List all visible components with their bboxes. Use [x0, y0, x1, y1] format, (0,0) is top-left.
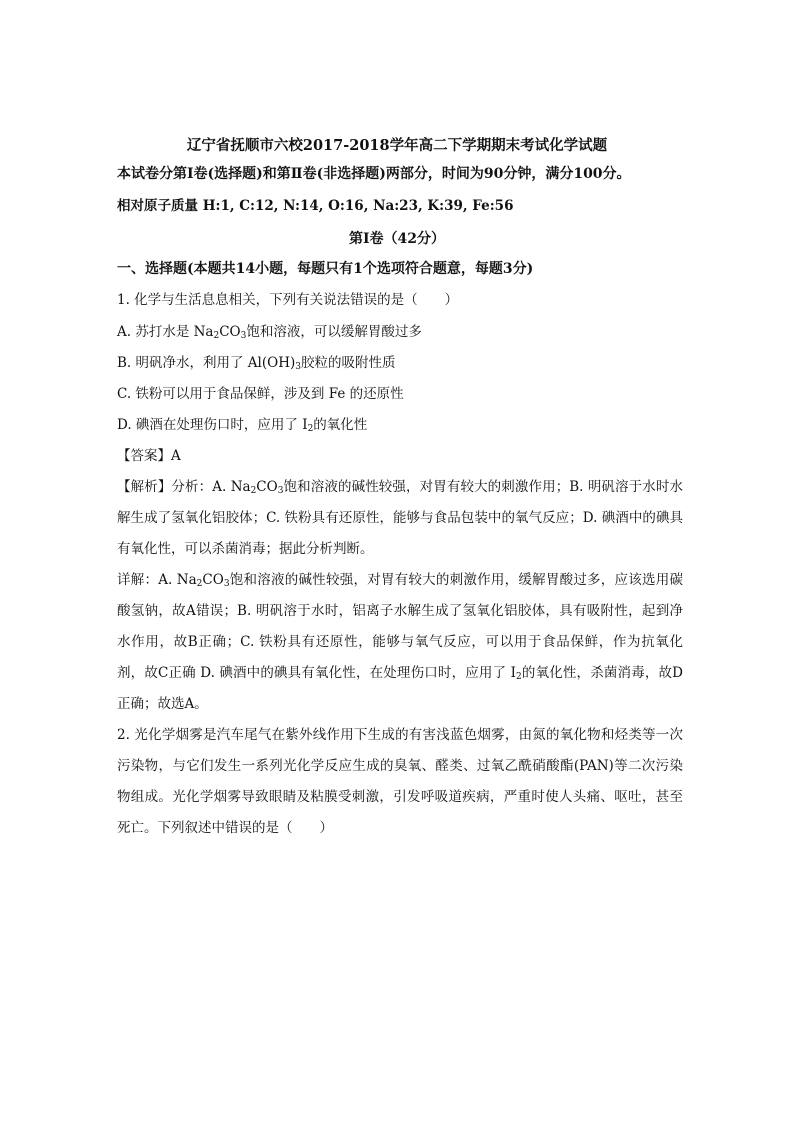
question-1-detail: 详解：A. $Na_2CO_3$饱和溶液的碱性较强，对胃有较大的刺激作用，缓解胃酸过多，应该选用碳酸氢钠，故A错误；B. 明矾溶于水时，铝离子水解生成了氢氧化铝胶体，具有吸附性，起到净水作用，故B正确；C. 铁粉具有还原性，能够与氧气反应，可以用于食品保鲜，作为抗氧化剂，故C正确 D. 碘酒中的碘具有氧化性，在处理伤口时，应用了 $I_2$的氧化性，杀菌消毒，故D正确；故选A。: [117, 572, 684, 712]
atomic-mass-line: 相对原子质量 H:1, C:12, N:14, O:16, Na:23, K:39, Fe:56: [117, 198, 514, 214]
exam-title: 辽宁省抚顺市六校2017-2018学年高二下学期期末考试化学试题: [186, 137, 608, 154]
question-1-option-c: C. 铁粉可以用于食品保鲜，涉及到 Fe 的还原性: [117, 386, 404, 402]
question-1-stem: 1. 化学与生活息息相关，下列有关说法错误的是（ ）: [117, 292, 459, 308]
question-1-answer: 【答案】A: [117, 448, 181, 464]
section-title: 第Ⅰ卷（42分）: [348, 231, 446, 247]
question-1-option-d: D. 碘酒在处理伤口时，应用了 $I_2$的氧化性: [117, 417, 368, 434]
question-1-analysis: 【解析】分析：A. $Na_2CO_3$饱和溶液的碱性较强，对胃有较大的刺激作用；B. 明矾溶于水时水解生成了氢氧化铝胶体；C. 铁粉具有还原性，能够与食品包装中的氧气反应；D. 碘酒中的碘具有氧化性，可以杀菌消毒；据此分析判断。: [117, 479, 683, 557]
question-2-stem: 2. 光化学烟雾是汽车尾气在紫外线作用下生成的有害浅蓝色烟雾，由氮的氧化物和烃类等一次污染物，与它们发生一系列光化学反应生成的臭氧、醛类、过氧乙酰硝酸酯(PAN)等二次污染物组成。光化学烟雾导致眼睛及粘膜受刺激，引发呼吸道疾病，严重时使人头痛、呕吐，甚至死亡。下列叙述中错误的是（ ）: [117, 727, 683, 836]
question-1-option-a: A. 苏打水是 $Na_2CO_3$饱和溶液，可以缓解胃酸过多: [117, 324, 422, 341]
section-subtitle: 一、选择题(本题共14小题，每题只有1个选项符合题意，每题3分): [117, 261, 534, 277]
question-1-option-b: B. 明矾净水，利用了 $Al(OH)_3$胶粒的吸附性质: [117, 355, 396, 372]
exam-intro: 本试卷分第Ⅰ卷(选择题)和第Ⅱ卷(非选择题)两部分，时间为90分钟，满分100分。: [117, 166, 631, 182]
